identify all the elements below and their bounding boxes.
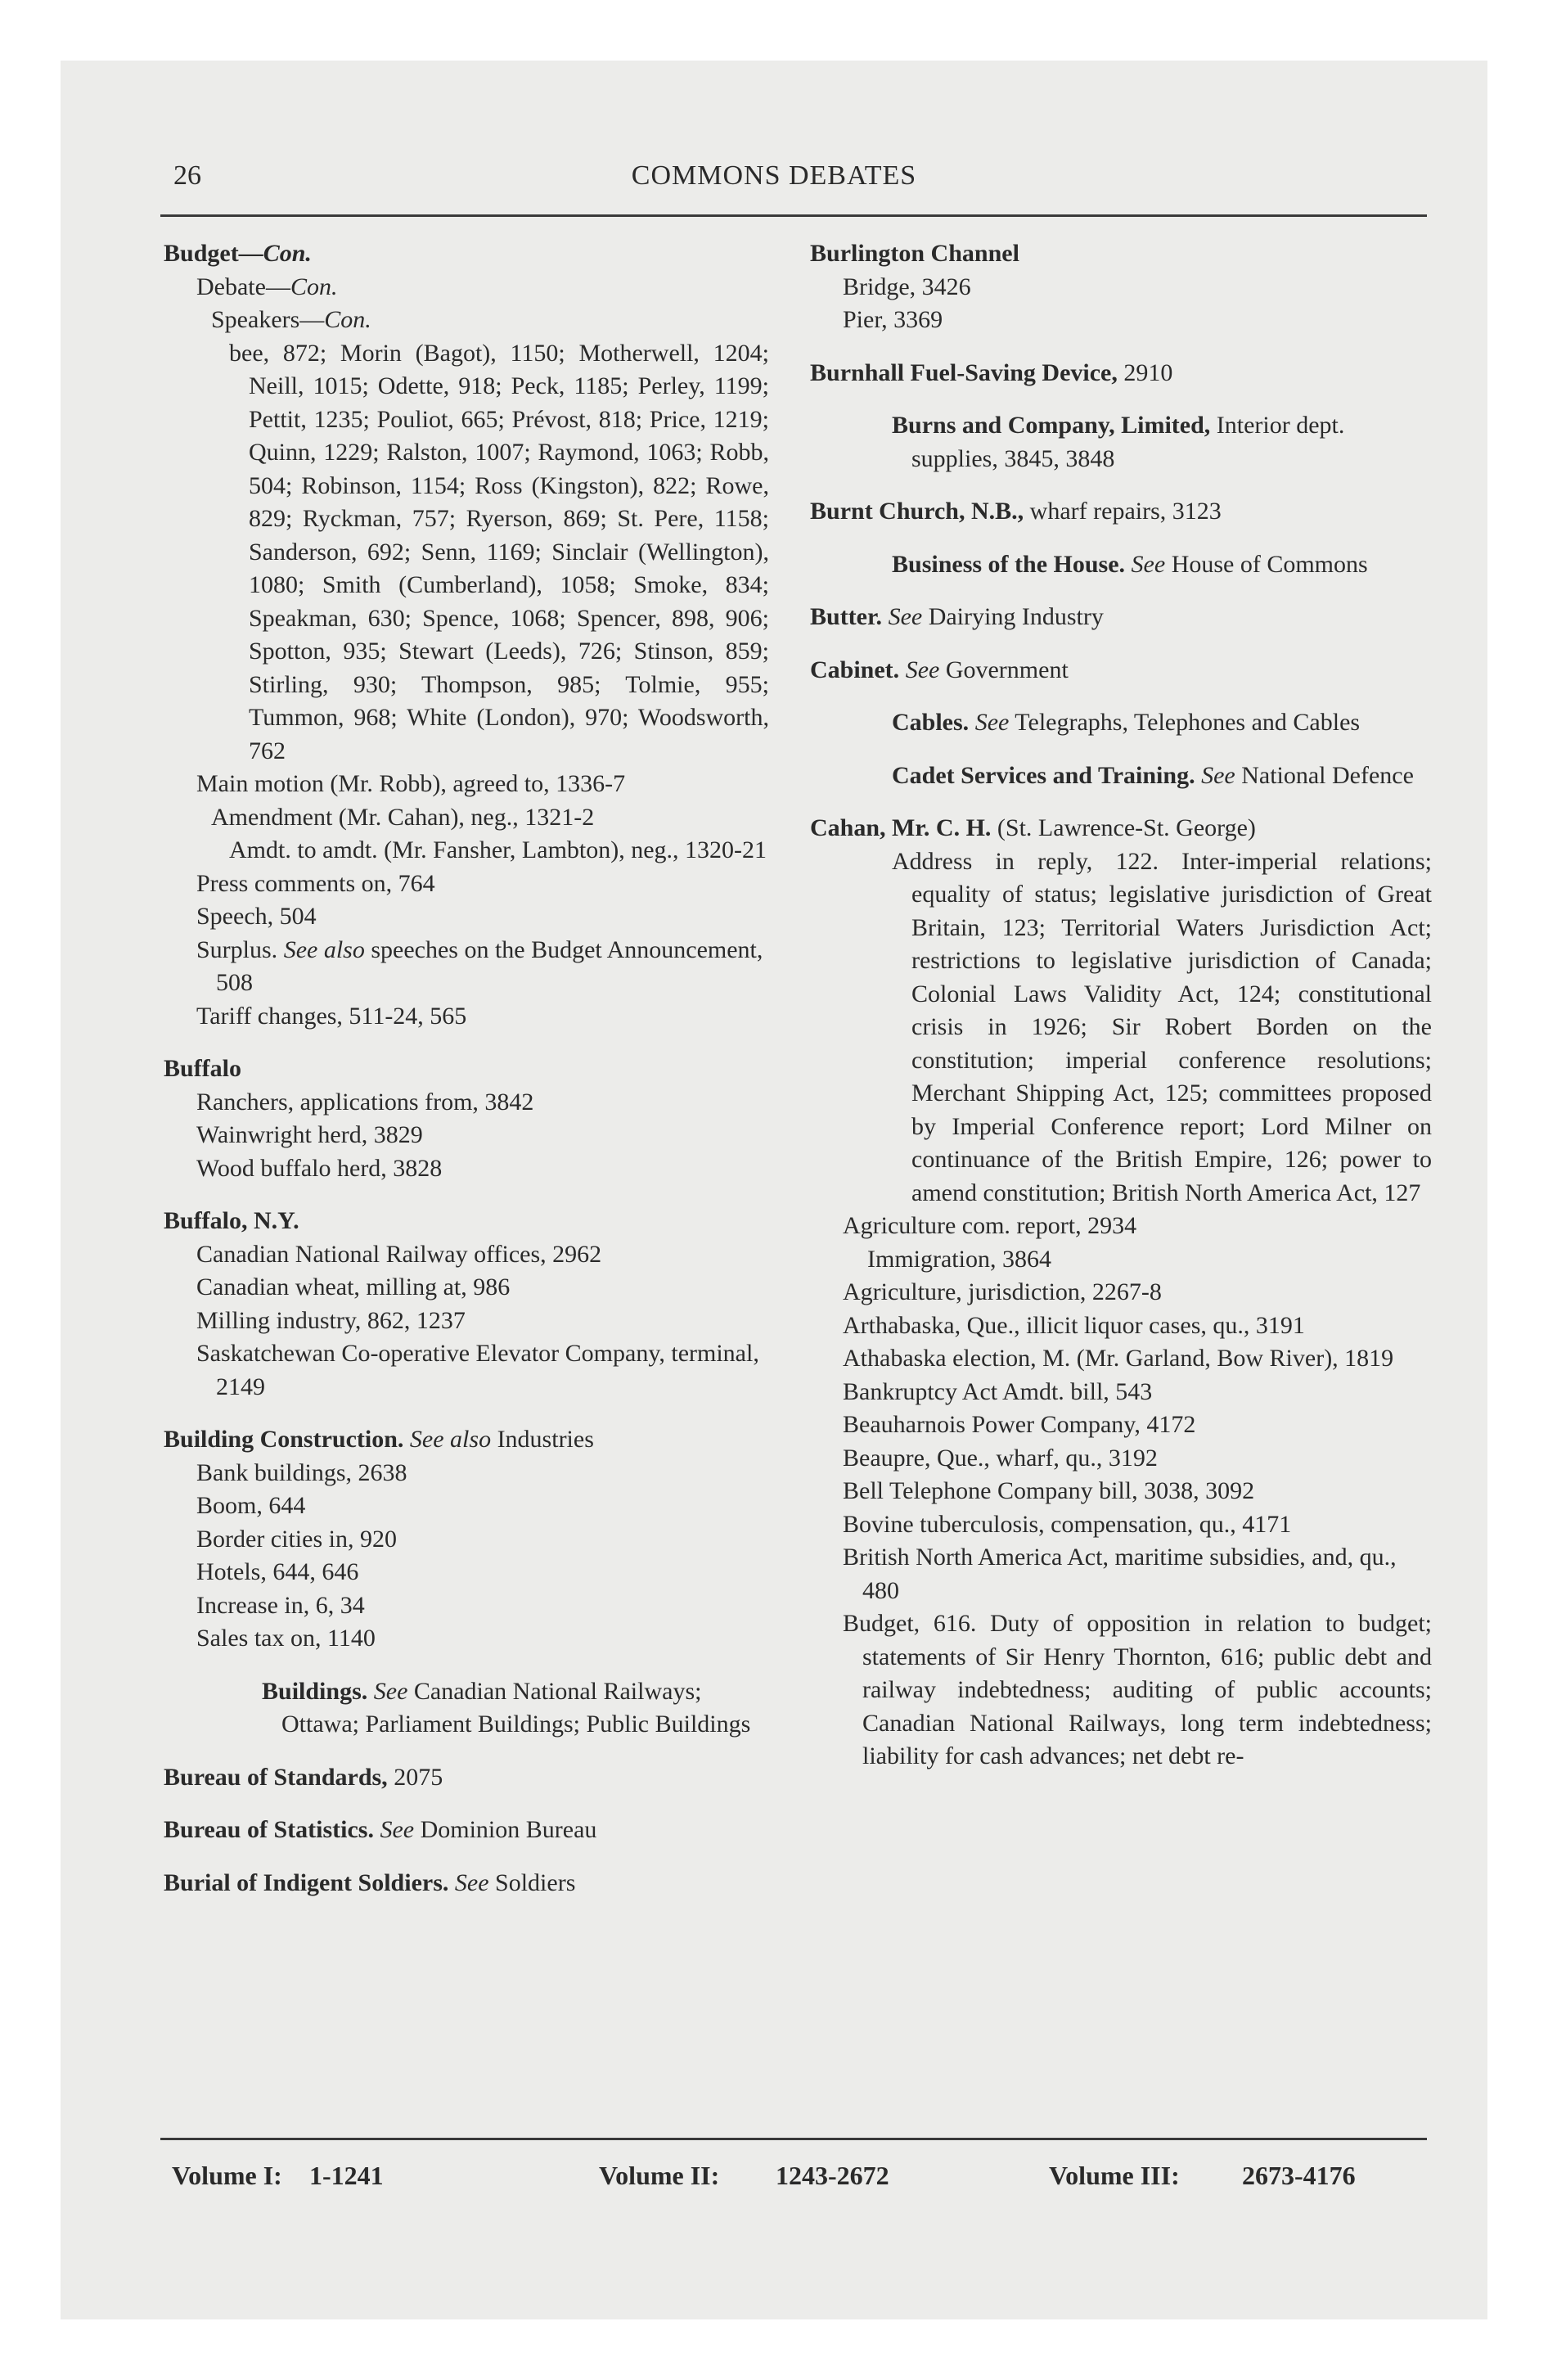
index-heading-entry — [164, 1761, 769, 1795]
entry-text: Budget, 616. Duty of opposition in relation to budget; statements of Sir Henry Thornton, 616; public debt and railway indebtedness; auditing of public accounts; Canadian National Railways, long term indebtedness; liability for cash advances; net debt re- — [843, 1610, 1438, 1769]
index-subentry — [164, 1086, 769, 1120]
entry-heading: Burial of Indigent Soldiers. — [164, 1868, 449, 1896]
index-subentry — [164, 1622, 769, 1656]
index-subentry — [164, 1337, 769, 1404]
volume-3-label: Volume III: — [1049, 2161, 1180, 2190]
index-subentry — [164, 801, 769, 835]
index-heading-entry — [810, 237, 1432, 271]
index-heading-entry — [164, 237, 769, 271]
entry-see-reference: See — [888, 603, 923, 630]
entry-text: Tariff changes, 511-24, 565 — [196, 1002, 467, 1030]
entry-text-continued: Canadian National Railways; Ottawa; Parliament Buildings; Public Buildings — [281, 1677, 751, 1738]
entry-text: Saskatchewan Co-operative Elevator Company, terminal, 2149 — [196, 1340, 766, 1400]
entry-heading: Business of the House. — [892, 550, 1126, 578]
entry-text: Border cities in, 920 — [196, 1525, 397, 1553]
entry-heading: Burns and Company, Limited, — [892, 412, 1211, 439]
index-column-left — [164, 237, 776, 1900]
index-subentry — [164, 834, 769, 868]
entry-text: Amdt. to amdt. (Mr. Fansher, Lambton), neg., 1320-21 — [229, 836, 767, 863]
entry-text: Boom, 644 — [196, 1492, 306, 1519]
index-subentry — [810, 271, 1432, 304]
entry-text-continued: Telegraphs, Telephones and Cables — [1009, 709, 1361, 736]
index-subentry — [164, 934, 769, 1000]
entry-text: Wood buffalo herd, 3828 — [196, 1154, 443, 1182]
entry-see-reference: See — [1131, 550, 1166, 578]
entry-heading: Burnt Church, N.B., — [810, 498, 1024, 525]
entry-text-continued: Dominion Bureau — [414, 1816, 597, 1843]
entry-text — [1195, 762, 1202, 789]
entry-text: Milling industry, 862, 1237 — [196, 1306, 466, 1334]
index-subentry — [810, 1210, 1432, 1243]
entry-heading: Bureau of Standards, — [164, 1763, 388, 1791]
entry-text: (St. Lawrence-St. George) — [991, 814, 1256, 841]
entry-text — [969, 709, 975, 736]
entry-text: Bridge, 3426 — [843, 273, 971, 300]
index-subentry — [810, 1276, 1432, 1309]
entry-text: Interior dept. supplies, 3845, 3848 — [911, 412, 1351, 472]
entry-text-continued: House of Commons — [1165, 550, 1368, 578]
entry-heading: Buffalo — [164, 1055, 242, 1082]
entry-text — [899, 656, 906, 683]
entry-text — [448, 1869, 455, 1896]
entry-text-continued: Industries — [491, 1426, 594, 1453]
entry-text: Speech, 504 — [196, 903, 317, 930]
index-subentry — [164, 1523, 769, 1557]
entry-text: Address in reply, 122. Inter-imperial relations; equality of status; legislative jurisdiction of Great Britain, 123; Territorial Waters Jurisdiction Act; restrictions to legislative jurisdiction of Canada; Colonial Laws Validity Act, 124; constitutional crisis in 1926; Sir Robert Borden on the constitution; imperial conference resolutions; Merchant Shipping Act, 125; committees proposed by Imperial Conference report; Lord Milner on continuance of the British Empire, 126; power to amend constitution; British North America Act, 127 — [892, 847, 1438, 1206]
entry-see-reference: See also — [283, 935, 365, 963]
entry-see-reference: See — [974, 709, 1010, 736]
index-heading-entry — [810, 357, 1432, 390]
index-subentry — [810, 1409, 1432, 1442]
entry-text: Bell Telephone Company bill, 3038, 3092 — [843, 1477, 1255, 1504]
entry-text: Agriculture com. report, 2934 — [843, 1212, 1137, 1239]
entry-heading: Butter. — [810, 603, 883, 630]
index-subentry — [164, 1556, 769, 1589]
entry-text: Increase in, 6, 34 — [196, 1591, 365, 1619]
index-subentry — [164, 271, 769, 304]
volume-2-label: Volume II: — [599, 2161, 720, 2190]
entry-text: Main motion (Mr. Robb), agreed to, 1336-7 — [196, 770, 626, 797]
entry-text: Pier, 3369 — [843, 306, 943, 333]
index-subentry — [164, 1000, 769, 1034]
entry-text: Immigration, 3864 — [843, 1245, 1051, 1273]
entry-text-continued: Soldiers — [488, 1868, 576, 1896]
index-subentry — [810, 1508, 1432, 1542]
entry-text: Athabaska election, M. (Mr. Garland, Bow River), 1819 — [843, 1345, 1394, 1372]
entry-text: Wainwright herd, 3829 — [196, 1121, 423, 1148]
entry-see-reference: See — [380, 1816, 415, 1843]
entry-text-continued: Dairying Industry — [922, 603, 1104, 630]
entry-heading: Burlington Channel — [810, 240, 1019, 267]
entry-heading: Burnhall Fuel-Saving Device, — [810, 358, 1118, 386]
index-heading-entry — [810, 548, 1432, 582]
index-heading-entry — [810, 409, 1432, 476]
index-heading-entry — [164, 1053, 769, 1086]
entry-heading: Building Construction. — [164, 1426, 404, 1453]
entry-text: Surplus. — [196, 935, 284, 963]
index-heading-entry — [164, 1205, 769, 1238]
index-subentry — [164, 1490, 769, 1523]
entry-see-reference: See — [373, 1677, 408, 1705]
entry-text: Ranchers, applications from, 3842 — [196, 1088, 534, 1116]
index-subentry — [810, 1607, 1438, 1774]
entry-heading: Cables. — [892, 709, 970, 736]
volume-1-range: 1-1241 — [309, 2161, 384, 2190]
entry-text: Agriculture, jurisdiction, 2267-8 — [843, 1278, 1162, 1305]
index-heading-entry — [810, 812, 1432, 845]
entry-heading: Cahan, Mr. C. H. — [810, 814, 992, 841]
index-subentry — [164, 1457, 769, 1490]
entry-text: Speakers— — [211, 306, 325, 333]
entry-text — [367, 1678, 374, 1705]
entry-text: Hotels, 644, 646 — [196, 1558, 359, 1585]
index-heading-entry — [164, 1814, 769, 1847]
entry-text: Press comments on, 764 — [196, 869, 435, 897]
entry-see-reference: Con. — [324, 306, 371, 333]
entry-see-reference: See — [1201, 761, 1235, 789]
index-column-right — [810, 237, 1438, 1774]
index-subentry — [164, 1119, 769, 1152]
index-subentry — [164, 1271, 769, 1305]
entry-see-reference: See also — [409, 1426, 492, 1453]
index-heading-entry — [164, 1867, 769, 1900]
index-subentry — [164, 868, 769, 901]
index-subentry — [164, 1152, 769, 1186]
entry-text: 2075 — [387, 1763, 443, 1791]
entry-text: Arthabaska, Que., illicit liquor cases, qu., 3191 — [843, 1311, 1305, 1339]
entry-text-continued: speeches on the Budget Announcement, 508 — [216, 935, 763, 996]
index-subentry — [164, 768, 769, 801]
bottom-rule — [160, 2138, 1427, 2140]
index-subentry — [810, 1342, 1432, 1376]
index-heading-entry — [810, 495, 1432, 529]
index-heading-entry — [810, 654, 1432, 687]
entry-text: Debate— — [196, 273, 290, 300]
entry-heading: Buildings. — [262, 1677, 368, 1705]
index-subentry — [810, 845, 1438, 1210]
index-subentry — [164, 304, 769, 337]
entry-heading: Cadet Services and Training. — [892, 761, 1195, 789]
index-subentry — [164, 900, 769, 934]
index-subentry — [164, 337, 776, 769]
entry-text: Bankruptcy Act Amdt. bill, 543 — [843, 1377, 1153, 1405]
entry-text: Bank buildings, 2638 — [196, 1458, 407, 1486]
entry-text — [403, 1426, 410, 1453]
entry-text: British North America Act, maritime subsidies, and, qu., 480 — [843, 1544, 1403, 1604]
index-subentry — [164, 1238, 769, 1272]
index-subentry — [164, 1305, 769, 1338]
index-subentry — [810, 1442, 1432, 1476]
entry-heading: Cabinet. — [810, 656, 900, 683]
index-heading-entry — [810, 706, 1432, 740]
index-subentry — [810, 1309, 1432, 1343]
entry-text — [1125, 551, 1132, 578]
volume-1-label: Volume I: — [172, 2161, 282, 2190]
entry-text-continued: Government — [939, 656, 1069, 683]
top-rule — [160, 214, 1427, 217]
index-subentry — [810, 1541, 1432, 1607]
entry-heading: Budget— — [164, 240, 263, 267]
running-head: COMMONS DEBATES — [631, 160, 917, 191]
entry-heading: Bureau of Statistics. — [164, 1816, 374, 1843]
entry-text: Sales tax on, 1140 — [196, 1625, 376, 1652]
volume-2-range: 1243-2672 — [776, 2161, 889, 2190]
entry-see-reference: Con. — [290, 273, 338, 300]
entry-text: Beaupre, Que., wharf, qu., 3192 — [843, 1444, 1158, 1472]
page-number: 26 — [173, 160, 201, 191]
index-heading-entry — [164, 1423, 769, 1457]
entry-text — [882, 603, 889, 630]
entry-text: Canadian wheat, milling at, 986 — [196, 1273, 511, 1300]
entry-text: Canadian National Railway offices, 2962 — [196, 1240, 602, 1268]
index-subentry — [810, 1475, 1432, 1508]
index-heading-entry — [810, 760, 1432, 793]
entry-heading: Buffalo, N.Y. — [164, 1207, 299, 1234]
entry-text: Amendment (Mr. Cahan), neg., 1321-2 — [211, 803, 595, 831]
entry-see-reference: See — [905, 656, 940, 683]
index-subentry — [810, 304, 1432, 337]
entry-text: Beauharnois Power Company, 4172 — [843, 1411, 1196, 1438]
entry-see-reference: See — [454, 1868, 489, 1896]
entry-text: Bovine tuberculosis, compensation, qu., 4171 — [843, 1510, 1292, 1538]
index-heading-entry — [164, 1675, 769, 1742]
entry-text: wharf repairs, 3123 — [1024, 498, 1222, 525]
entry-text: bee, 872; Morin (Bagot), 1150; Motherwell, 1204; Neill, 1015; Odette, 918; Peck, 1185; Perley, 1199; Pettit, 1235; Pouliot, 665; Prévost, 818; Price, 1219; Quinn, 1229; Ralston, 1007; Raymond, 1063; Robb, 504; Robinson, 1154; Ross (Kingston), 822; Rowe, 829; Ryckman, 757; Ryerson, 869; St. Pere, 1158; Sanderson, 692; Senn, 1169; Sinclair (Wellington), 1080; Smith (Cumberland), 1058; Smoke, 834; Speakman, 630; Spence, 1068; Spencer, 898, 906; Spotton, 935; Stewart (Leeds), 726; Stinson, 859; Stirling, 930; Thompson, 985; Tolmie, 955; Tummon, 968; White (London), 970; Woodsworth, 762 — [229, 339, 776, 764]
entry-text: 2910 — [1117, 358, 1173, 386]
index-subentry — [164, 1589, 769, 1623]
entry-text-continued: National Defence — [1235, 761, 1414, 789]
index-heading-entry — [810, 601, 1432, 634]
volume-3-range: 2673-4176 — [1242, 2161, 1356, 2190]
entry-heading-italic: Con. — [263, 240, 312, 267]
index-subentry — [810, 1243, 1432, 1277]
index-subentry — [810, 1376, 1432, 1409]
